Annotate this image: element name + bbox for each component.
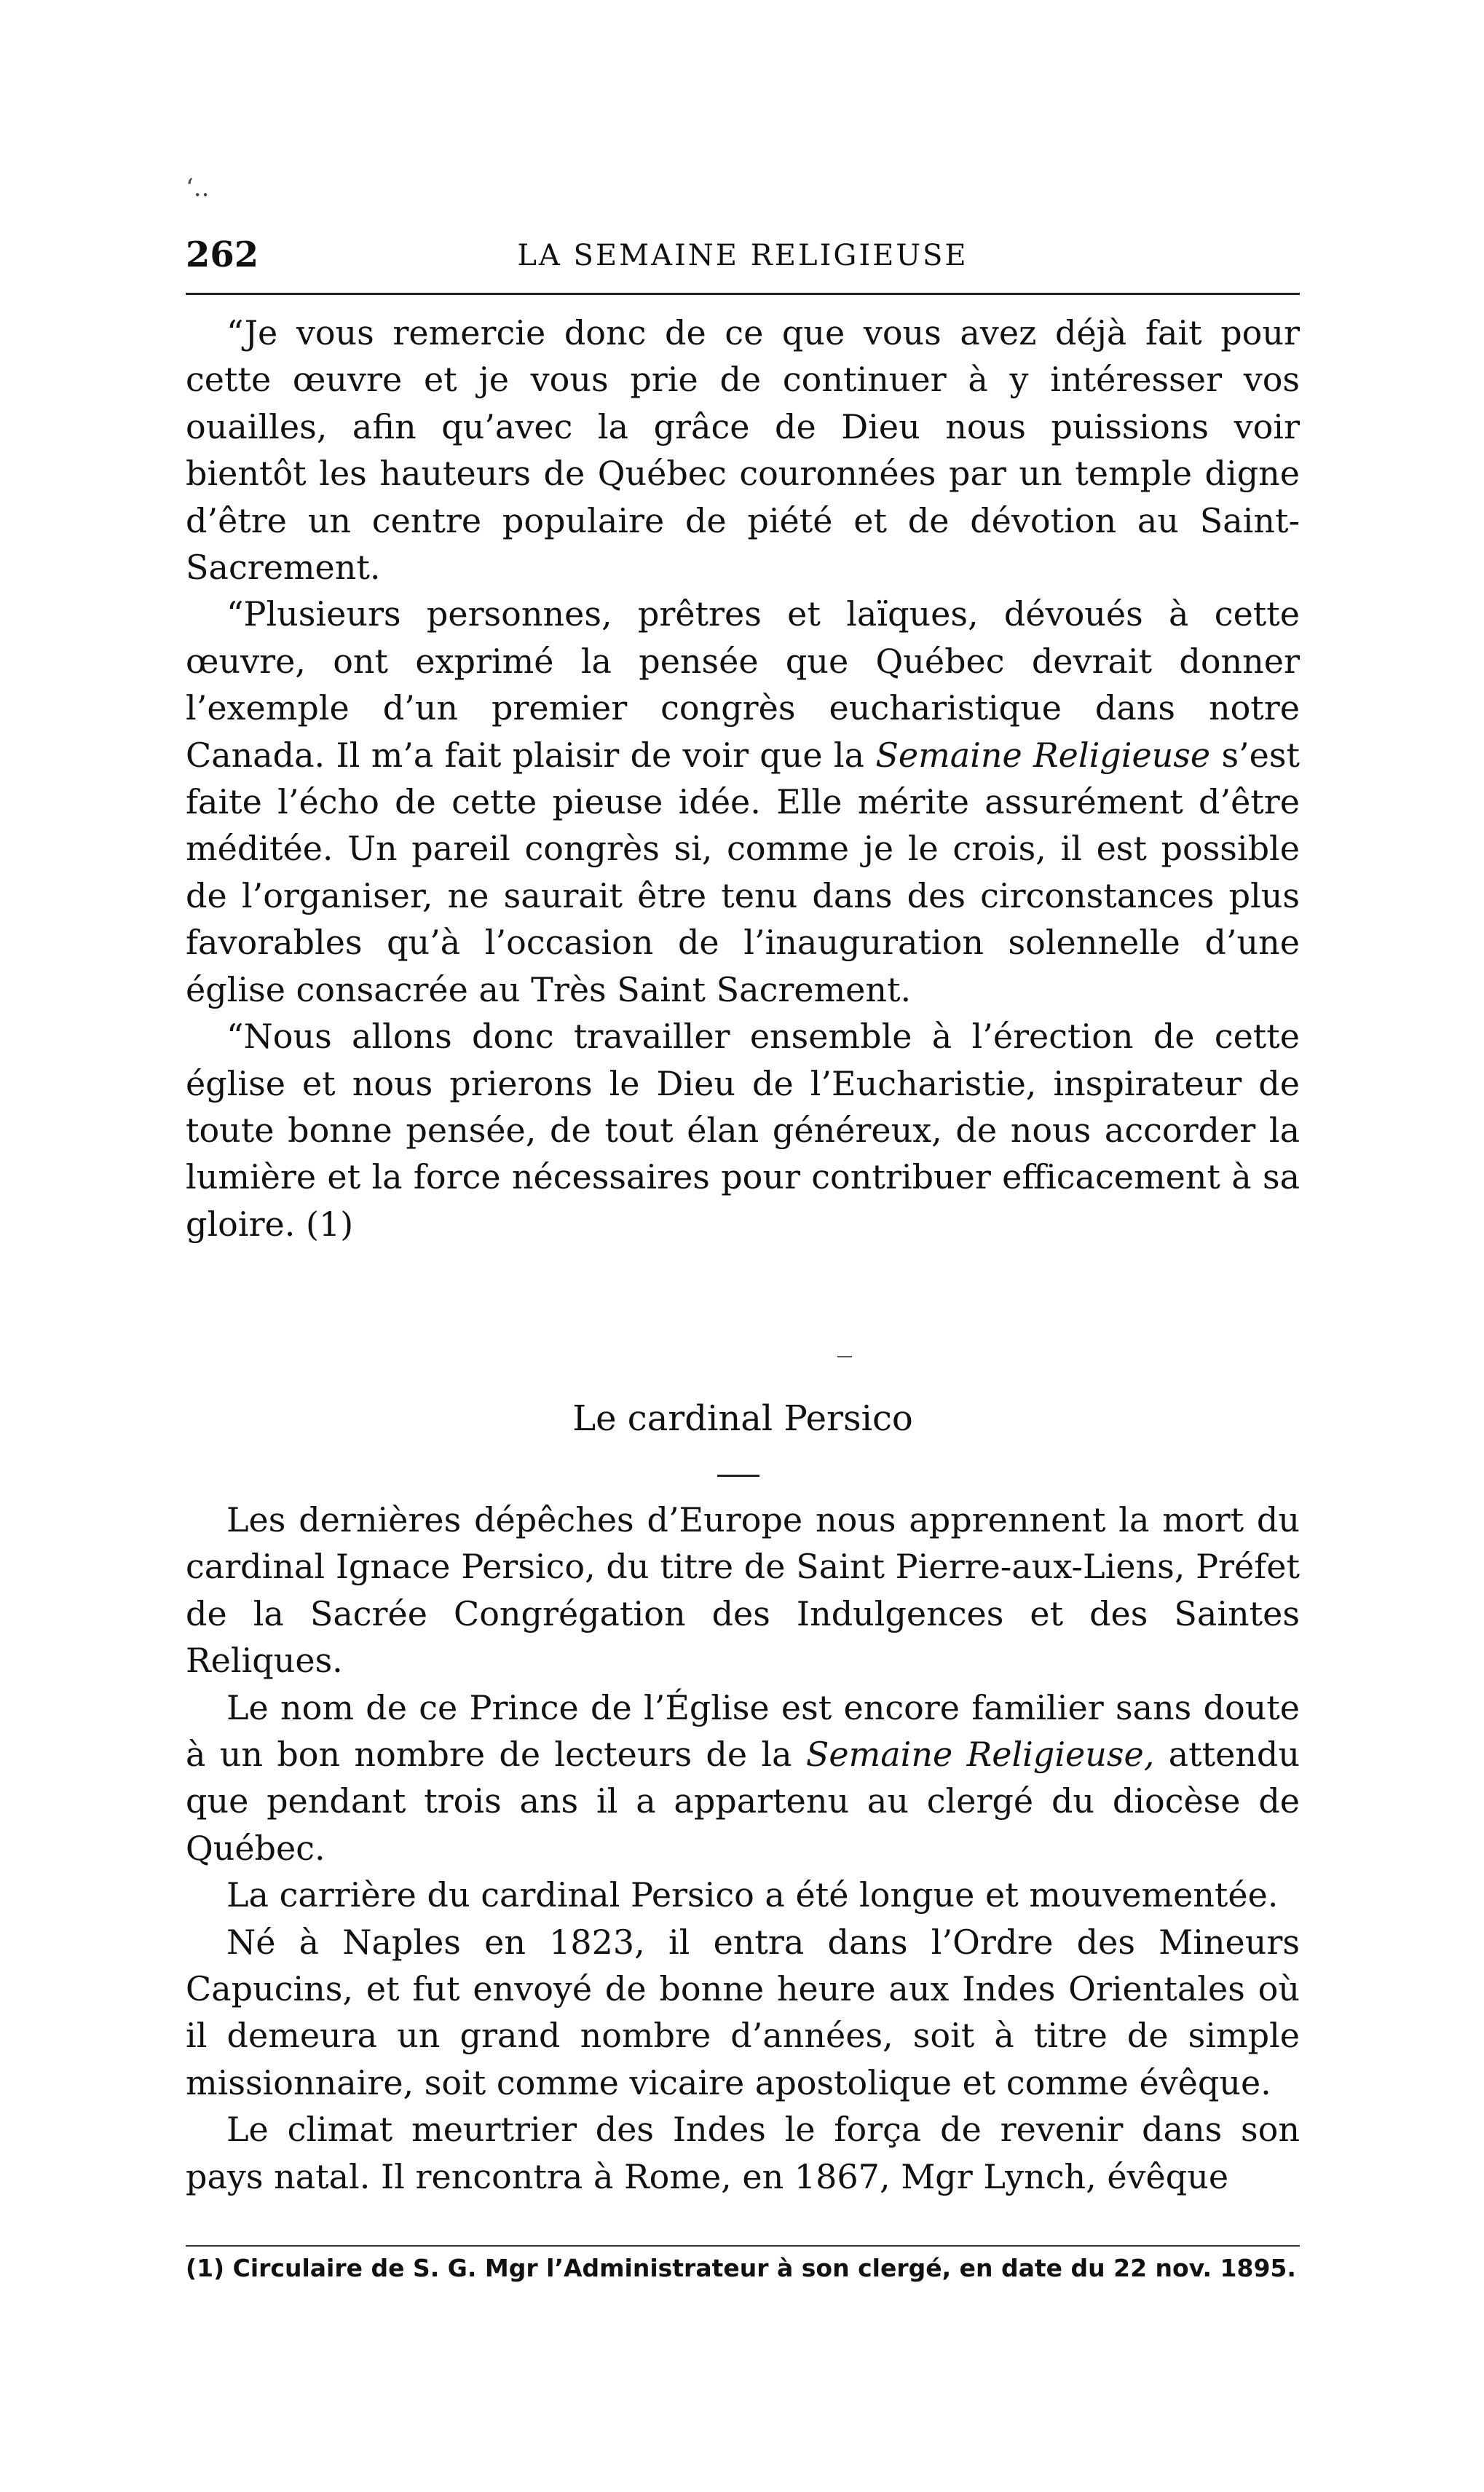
paragraph [186, 309, 1300, 591]
running-head [186, 234, 1300, 278]
text-run: La carrière du cardinal Persico a été longue et mouvementée. [226, 1875, 1279, 1915]
footnote-rule [186, 2245, 1300, 2247]
text-run: “Plusieurs personnes, prêtres et laïques, dévoués à cette œuvre, ont exprimé la pensée que Québec devrait donner l’exemple d’un premier congrès eucharistique dans notre Canada. Il m’a fait plaisir de voir que la [186, 594, 1300, 775]
text-run: Les dernières dépêches d’Europe nous apprennent la mort du cardinal Ignace Persico, du titre de Saint Pierre-aux-Liens, Préfet de la Sacrée Congrégation des Indulgences et des Saintes Reliques. [186, 1500, 1300, 1681]
text-run: Né à Naples en 1823, il entra dans l’Ordre des Mineurs Capucins, et fut envoyé de bonne heure aux Indes Orientales où il demeura un grand nombre d’années, soit à titre de simple missionnaire, soit comme vicaire apostolique et comme évêque. [186, 1922, 1300, 2102]
text-run: “Je vous remercie donc de ce que vous avez déjà fait pour cette œuvre et je vous prie de continuer à y intéresser vos ouailles, afin qu’avec la grâce de Dieu nous puissions voir bientôt les hauteurs de Québec couronnées par un temple digne d’être un centre populaire de piété et de dévotion au Saint-Sacrement. [186, 313, 1300, 588]
paragraph [186, 1872, 1300, 1918]
text-run: s’est faite l’écho de cette pieuse idée. Elle mérite assurément d’être méditée. Un pareil congrès si, comme je le crois, il est possible de l’organiser, ne saurait être tenu dans des circonstances plus favorables qu’à l’occasion de l’inauguration solennelle d’une église consacrée au Très Saint Sacrement. [186, 735, 1300, 1009]
page-number: 262 [186, 234, 259, 275]
stray-mark: ‘.. [186, 173, 210, 202]
letter-text [186, 309, 1300, 1247]
text-run: Le nom de ce Prince de l’Église est encore familier sans doute à un bon nombre de lecteurs de la [186, 1687, 1300, 1775]
text-run: attendu que pendant trois ans il a appartenu au clergé du diocèse de Québec. [186, 1735, 1301, 1868]
paragraph [186, 2106, 1300, 2200]
text-run: Le climat meurtrier des Indes le força de revenir dans son pays natal. Il rencontra à Rome, en 1867, Mgr Lynch, évêque [186, 2110, 1300, 2196]
italic-text: Semaine Religieuse [875, 735, 1211, 775]
text-run: “Nous allons donc travailler ensemble à l’érection de cette église et nous prierons le Dieu de l’Eucharistie, inspirateur de toute bonne pensée, de tout élan généreux, de nous accorder la lumière et la force nécessaires pour contribuer efficacement à sa gloire. (1) [186, 1017, 1300, 1244]
section-separator [837, 1356, 852, 1357]
paragraph [186, 591, 1300, 1013]
paragraph [186, 1497, 1300, 1684]
article-text [186, 1497, 1300, 2200]
article-title: Le cardinal Persico [572, 1398, 913, 1439]
italic-text: Semaine Religieuse, [805, 1735, 1155, 1775]
paragraph [186, 1684, 1300, 1872]
header-rule [186, 293, 1300, 295]
paragraph [186, 1013, 1300, 1247]
footnote: (1) Circulaire de S. G. Mgr l’Administrateur à son clergé, en date du 22 nov. 1895. [186, 2254, 1296, 2282]
paragraph [186, 1919, 1300, 2107]
journal-title: LA SEMAINE RELIGIEUSE [517, 239, 968, 272]
title-rule [717, 1475, 759, 1477]
